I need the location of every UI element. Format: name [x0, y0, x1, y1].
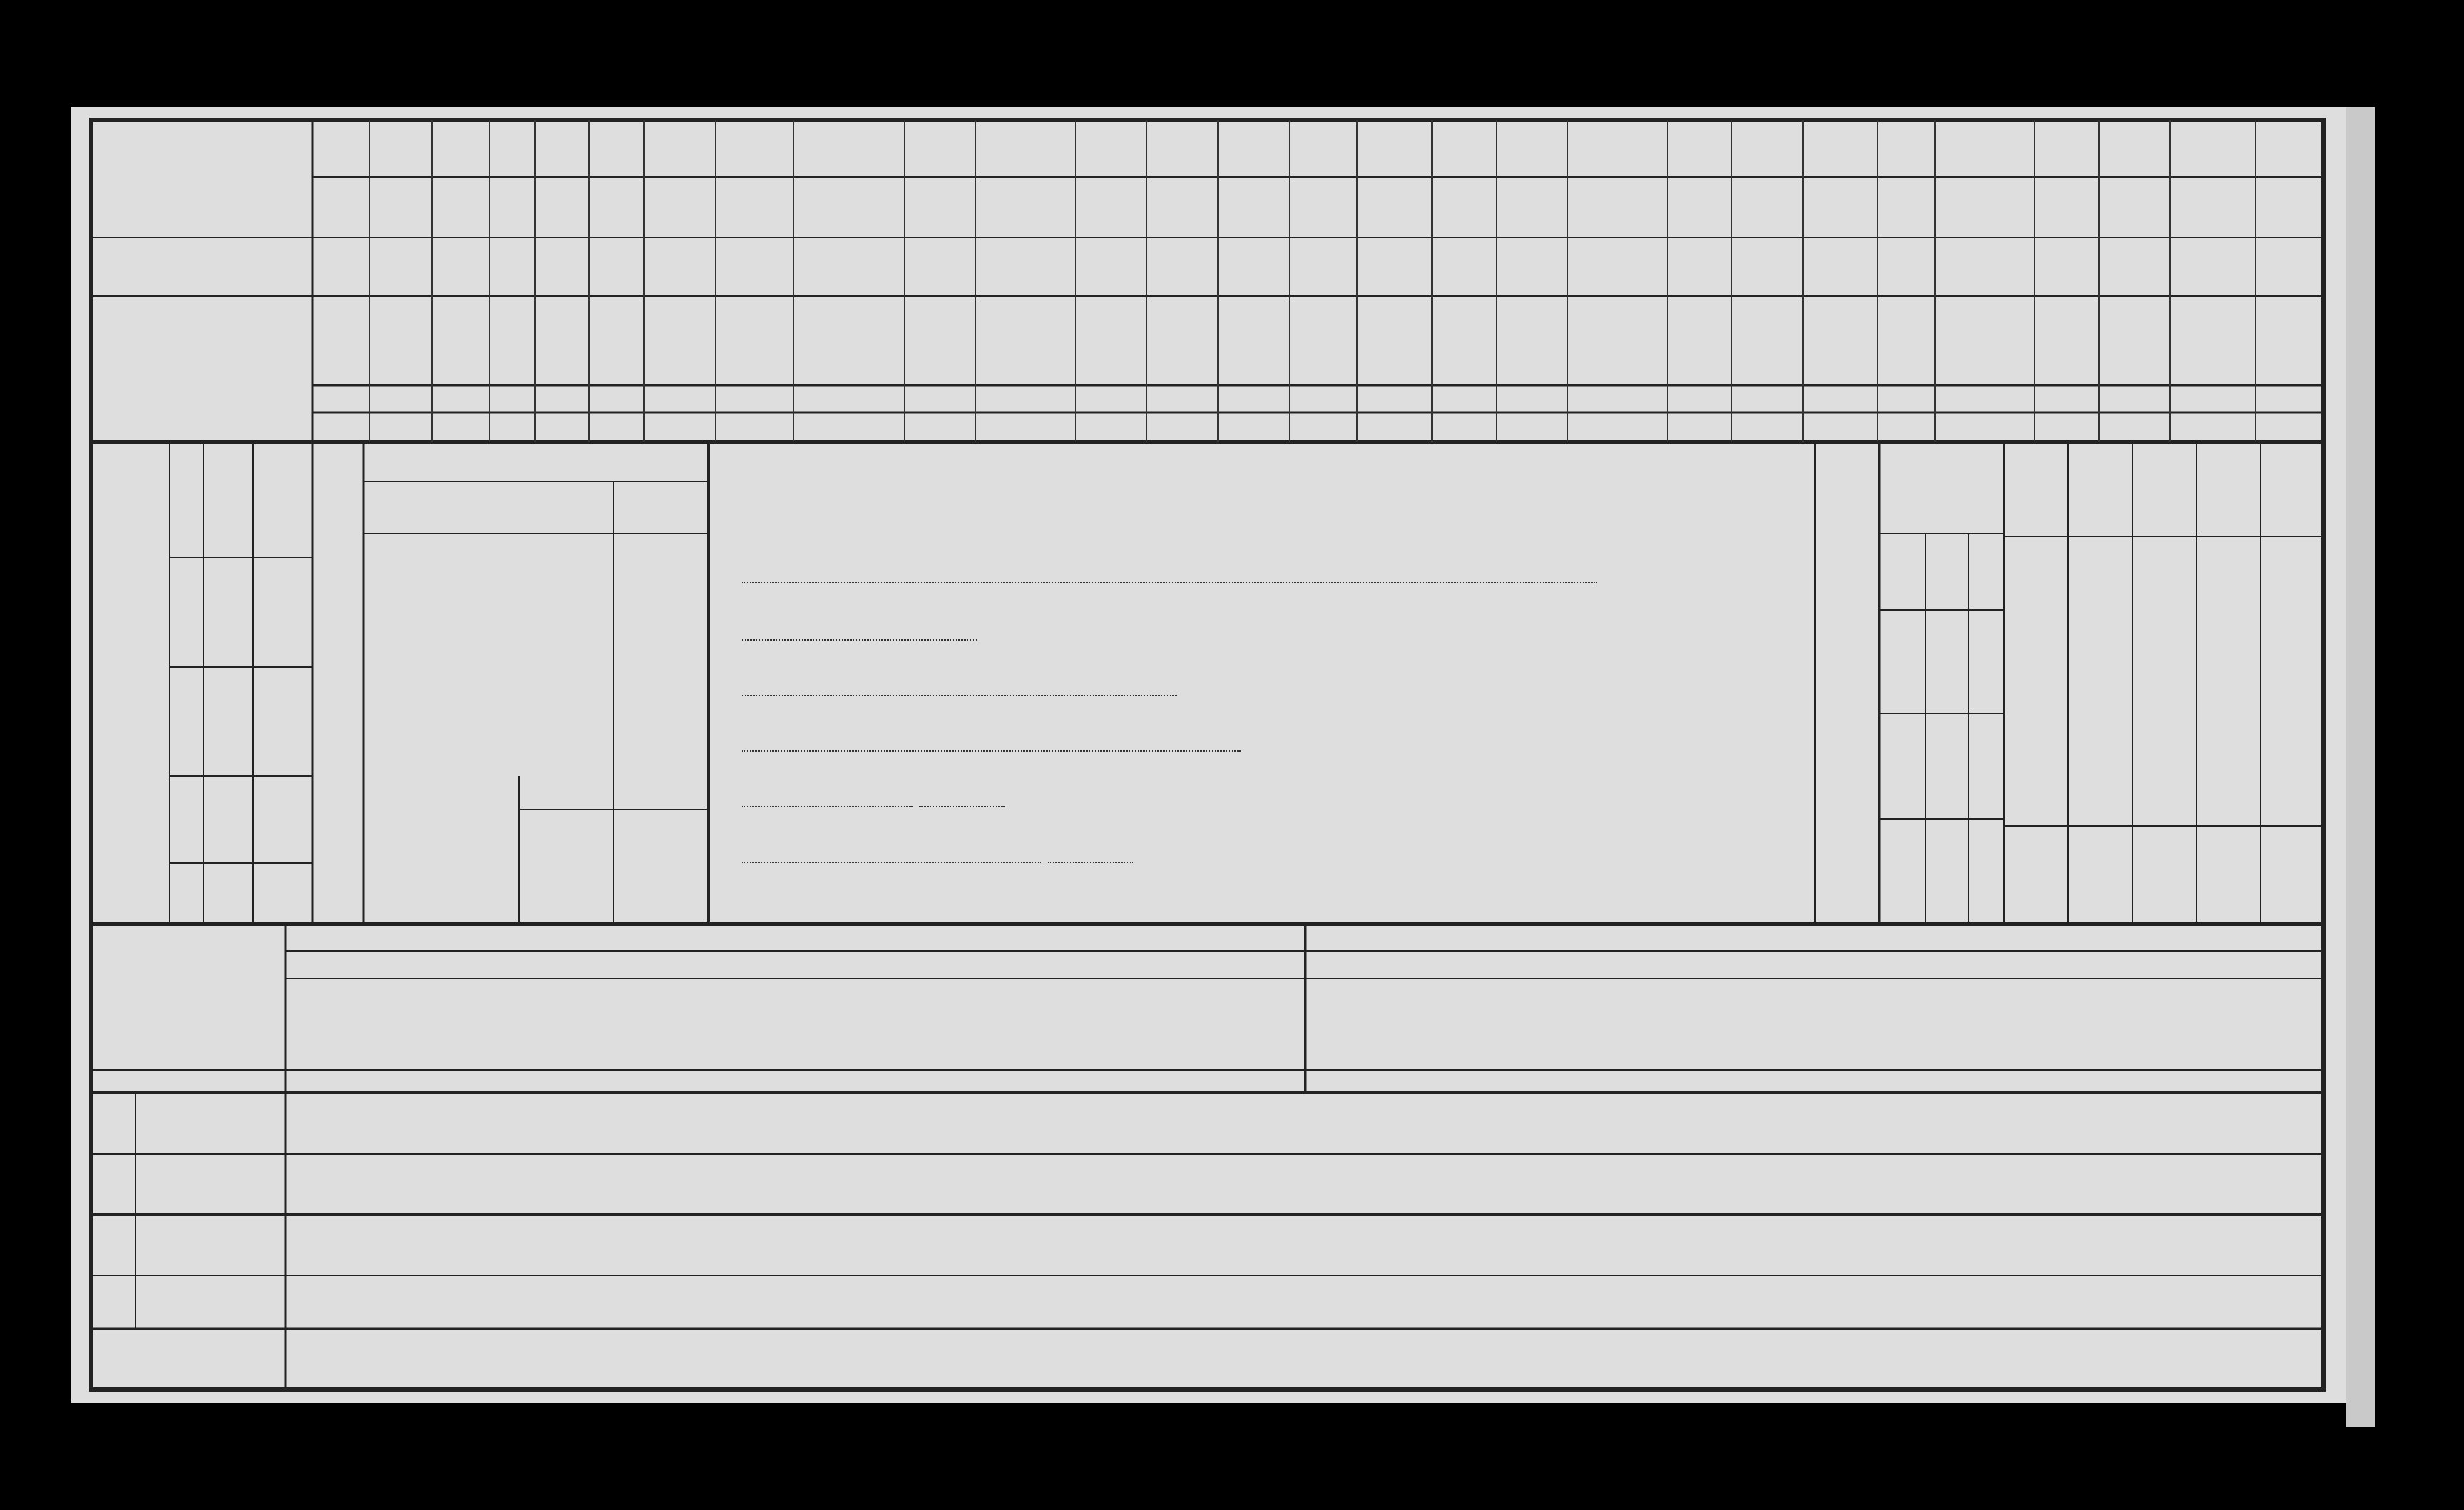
row-total-leased	[94, 1331, 284, 1388]
handwritten-value[interactable]	[312, 125, 369, 175]
crop-column-number	[644, 414, 715, 441]
vineyard-label	[379, 849, 519, 882]
row-rented-label	[93, 178, 312, 237]
crop-header	[1569, 298, 1666, 382]
crop-header	[645, 298, 714, 382]
answer-line[interactable]	[1048, 855, 1133, 863]
question-other-land	[742, 623, 977, 646]
crop-header	[434, 298, 488, 355]
crop-column-number	[904, 414, 976, 441]
crop-header	[314, 298, 368, 382]
handwritten-value[interactable]	[1289, 243, 1357, 292]
answer-line[interactable]	[742, 632, 977, 641]
handwritten-value[interactable]	[1878, 125, 1935, 175]
men-label	[1881, 713, 1909, 920]
handwritten-value[interactable]	[1289, 125, 1357, 175]
trade-title	[365, 444, 707, 481]
question-land-type	[742, 679, 1177, 701]
nadel-group-label	[94, 1095, 134, 1213]
answer-line[interactable]	[742, 855, 1041, 863]
handwritten-value[interactable]	[2170, 243, 2256, 292]
row-institutions	[137, 1277, 284, 1328]
crop-column-number	[1568, 414, 1667, 441]
crop-header	[1148, 298, 1217, 382]
workers-vertical-label	[314, 446, 362, 920]
crop-column-number	[1432, 414, 1496, 441]
crop-column-number	[2099, 414, 2170, 441]
answer-line[interactable]	[919, 799, 1005, 807]
handwritten-value[interactable]	[1357, 243, 1432, 292]
trade-qty-header	[615, 483, 707, 533]
crop-column-number	[794, 414, 904, 441]
crop-column-number	[715, 414, 794, 441]
vne-group-label	[94, 1217, 134, 1327]
crop-header	[717, 298, 792, 382]
crop-column-number	[432, 414, 489, 441]
crop-header	[1077, 298, 1145, 382]
crop-column-number	[312, 414, 369, 441]
crop-column-number	[1289, 414, 1357, 441]
handwritten-value[interactable]	[794, 125, 904, 175]
answer-line[interactable]	[742, 688, 1177, 696]
crop-header	[1669, 298, 1730, 382]
question-nearest-village	[742, 790, 1005, 812]
crop-column-number	[589, 414, 644, 441]
crop-column-number	[1218, 414, 1289, 441]
handwritten-value[interactable]	[432, 125, 489, 175]
handwritten-value[interactable]	[794, 243, 904, 292]
row-other-society	[137, 1156, 284, 1214]
crop-column-number	[1935, 414, 2035, 441]
roots-header	[615, 777, 707, 809]
question-owner-line2	[742, 566, 1597, 588]
question-farming	[742, 735, 1241, 757]
crop-column-number	[2170, 414, 2256, 441]
crop-header	[491, 298, 533, 382]
has-label	[389, 776, 517, 810]
row-lands-label	[93, 297, 312, 440]
crop-column-number	[1496, 414, 1568, 441]
crop-header	[536, 298, 588, 382]
orchard-label	[379, 812, 519, 845]
row-own-society	[137, 1094, 284, 1153]
crop-header	[1879, 298, 1933, 382]
crop-column-number	[976, 414, 1075, 441]
answer-line[interactable]	[742, 575, 1597, 583]
row-total-label	[93, 123, 312, 175]
crop-column-number	[535, 414, 589, 441]
crop-column-number	[369, 414, 432, 441]
crop-column-number	[1667, 414, 1732, 441]
row-own-label	[93, 239, 312, 295]
crop-column-number	[1147, 414, 1218, 441]
crop-column-number	[1075, 414, 1147, 441]
crop-header	[1359, 298, 1431, 382]
answer-line[interactable]	[742, 799, 913, 807]
handwritten-value[interactable]	[2170, 125, 2256, 175]
crop-column-number	[1878, 414, 1935, 441]
desyatin-header	[521, 777, 612, 809]
crop-banner	[341, 385, 1995, 412]
crop-header	[1291, 298, 1356, 382]
crop-header	[1733, 298, 1801, 382]
crop-header	[1498, 298, 1566, 382]
question-market	[742, 846, 1133, 868]
crop-header	[2036, 298, 2097, 382]
crop-header	[795, 298, 903, 382]
handwritten-value[interactable]	[312, 243, 369, 292]
handwritten-value[interactable]	[1357, 125, 1432, 175]
crop-column-number	[2035, 414, 2099, 441]
women-label	[1881, 610, 1909, 713]
handwritten-value[interactable]	[432, 243, 489, 292]
crop-column-number	[489, 414, 535, 441]
crop-header	[977, 298, 1074, 382]
crop-header	[1220, 298, 1288, 382]
answer-line[interactable]	[742, 743, 1241, 752]
crop-column-number	[1732, 414, 1803, 441]
crop-header	[1804, 298, 1876, 382]
handwritten-value[interactable]	[1878, 243, 1935, 292]
crop-header	[1433, 298, 1495, 382]
private-farms-title	[713, 460, 1811, 503]
crop-header	[2100, 298, 2169, 382]
trade-name-header	[365, 483, 612, 533]
crop-header	[2172, 298, 2254, 382]
crop-column-number	[1357, 414, 1432, 441]
crop-column-number	[1803, 414, 1878, 441]
crop-header	[1936, 298, 2033, 382]
population-vertical-label	[1817, 446, 1877, 920]
crop-header	[371, 298, 431, 355]
grand-total-label	[1881, 535, 1923, 609]
row-private-persons	[137, 1216, 284, 1275]
crop-header	[906, 298, 974, 382]
crop-header	[591, 298, 643, 382]
